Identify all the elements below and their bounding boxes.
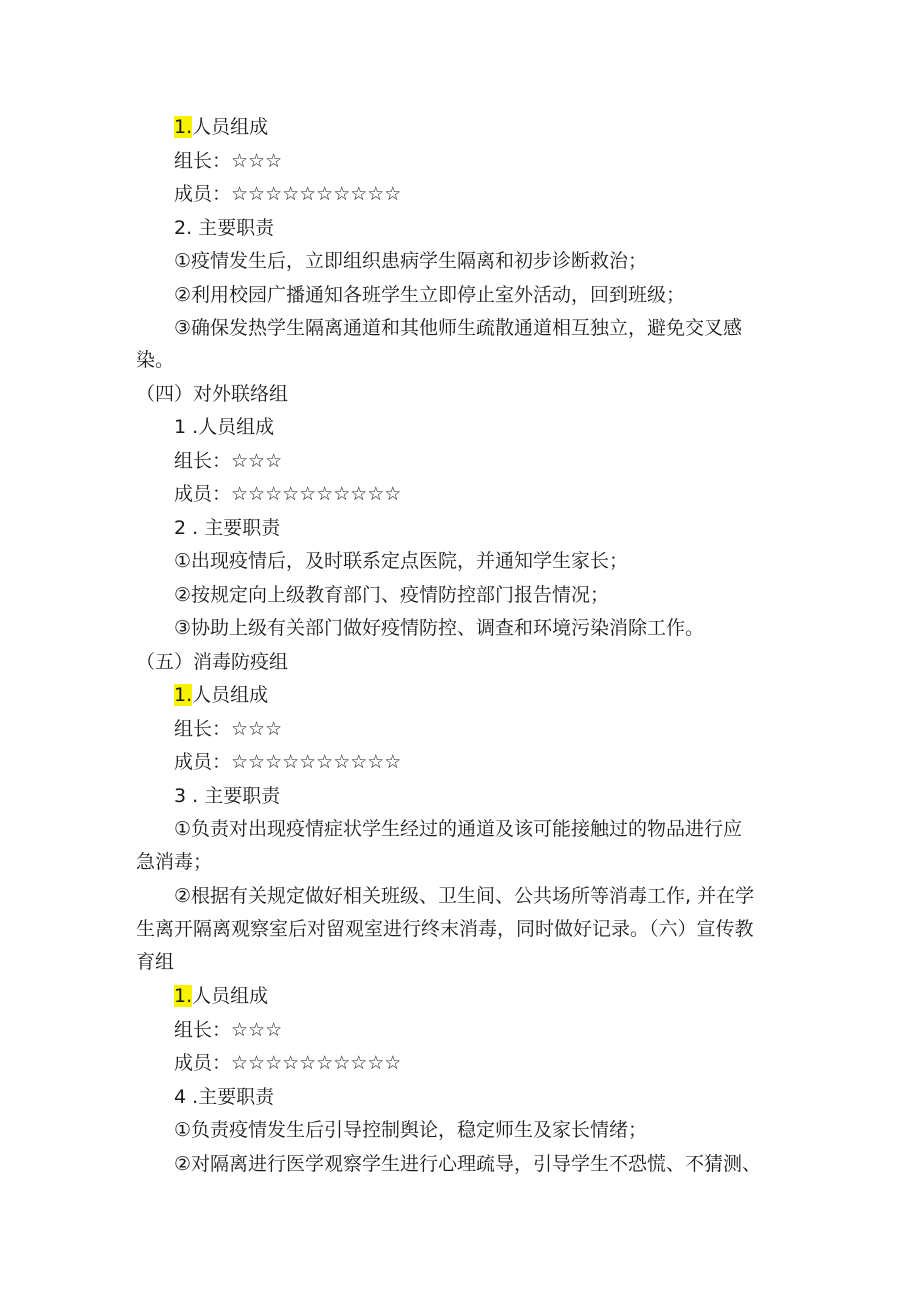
heading-text: 人员组成 <box>192 116 269 138</box>
members-line: 成员：☆☆☆☆☆☆☆☆☆☆ <box>174 183 402 205</box>
members-line: 成员：☆☆☆☆☆☆☆☆☆☆ <box>174 751 402 773</box>
leader-line: 组长：☆☆☆ <box>174 718 283 740</box>
members-line: 成员：☆☆☆☆☆☆☆☆☆☆ <box>174 483 402 505</box>
item-personnel-heading <box>174 114 268 140</box>
duty-item: ②按规定向上级教育部门、疫情防控部门报告情况； <box>174 584 610 606</box>
duty-item-continuation: 生离开隔离观察室后对留观室进行终末消毒，同时做好记录。（六）宣传教 <box>136 918 754 940</box>
duty-item: ①负责疫情发生后引导控制舆论，稳定师生及家长情绪； <box>174 1119 648 1141</box>
section-heading-disinfection: （五）消毒防疫组 <box>136 651 289 673</box>
duty-item-continuation: 急消毒； <box>136 851 213 873</box>
item-personnel-heading: 1 .人员组成 <box>174 416 275 438</box>
duty-item: ②根据有关规定做好相关班级、卫生间、公共场所等消毒工作, 并在学 <box>174 885 755 907</box>
duty-item-continuation: 染。 <box>136 349 175 371</box>
duty-item: ③确保发热学生隔离通道和其他师生疏散通道相互独立，避免交叉感 <box>174 317 743 339</box>
item-personnel-heading <box>174 983 268 1009</box>
section-heading-publicity-continuation: 育组 <box>136 951 175 973</box>
highlighted-number: 1. <box>174 116 193 138</box>
leader-line: 组长：☆☆☆ <box>174 1019 283 1041</box>
heading-text: 人员组成 <box>192 985 269 1007</box>
duty-item: ①出现疫情后，及时联系定点医院，并通知学生家长； <box>174 550 629 572</box>
duties-heading: 2. 主要职责 <box>174 217 275 239</box>
highlighted-number: 1. <box>174 985 193 1007</box>
duty-item: ②对隔离进行医学观察学生进行心理疏导，引导学生不恐慌、不猜测、 <box>174 1153 762 1175</box>
duties-heading: 2 . 主要职责 <box>174 517 281 539</box>
leader-line: 组长：☆☆☆ <box>174 150 283 172</box>
duty-item: ③协助上级有关部门做好疫情防控、调查和环境污染消除工作。 <box>174 617 705 639</box>
heading-text: 人员组成 <box>192 684 269 706</box>
duty-item: ②利用校园广播通知各班学生立即停止室外活动，回到班级； <box>174 284 686 306</box>
highlighted-number: 1. <box>174 684 193 706</box>
duties-heading: 3 . 主要职责 <box>174 785 281 807</box>
section-heading-external-liaison: （四）对外联络组 <box>136 383 289 405</box>
leader-line: 组长：☆☆☆ <box>174 450 283 472</box>
item-personnel-heading <box>174 682 268 708</box>
members-line: 成员：☆☆☆☆☆☆☆☆☆☆ <box>174 1052 402 1074</box>
duty-item: ①疫情发生后，立即组织患病学生隔离和初步诊断救治； <box>174 250 648 272</box>
duties-heading: 4 .主要职责 <box>174 1086 275 1108</box>
duty-item: ①负责对出现疫情症状学生经过的通道及该可能接触过的物品进行应 <box>174 818 743 840</box>
